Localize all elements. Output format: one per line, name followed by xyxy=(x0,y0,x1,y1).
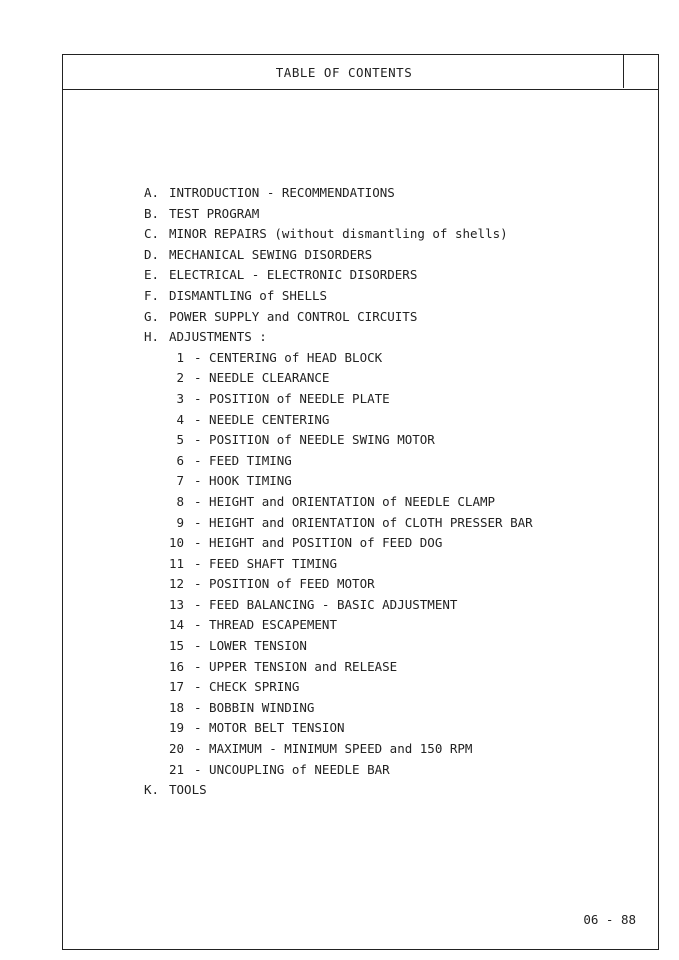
toc-title: TEST PROGRAM xyxy=(169,205,260,221)
toc-subitem-17 xyxy=(144,677,533,698)
toc-subitem-10 xyxy=(144,533,533,554)
toc-title: - NEEDLE CLEARANCE xyxy=(194,370,330,386)
toc-subitem-15 xyxy=(144,636,533,657)
toc-subitem-13 xyxy=(144,595,533,616)
toc-number: 16 xyxy=(169,658,185,674)
toc-title: MECHANICAL SEWING DISORDERS xyxy=(169,246,373,262)
page-number: 06 - 88 xyxy=(583,912,636,927)
toc-number: 11 xyxy=(169,555,185,571)
toc-letter: H. xyxy=(144,329,160,345)
toc-number: 5 xyxy=(176,432,184,448)
toc-title: DISMANTLING of SHELLS xyxy=(169,287,328,303)
toc-subitem-2 xyxy=(144,368,533,389)
toc-subitem-7 xyxy=(144,471,533,492)
toc-subitem-16 xyxy=(144,657,533,678)
toc-title: - POSITION of FEED MOTOR xyxy=(194,576,375,592)
toc-title: - CHECK SPRING xyxy=(194,679,300,695)
toc-item-e xyxy=(144,265,533,286)
toc-title: - UPPER TENSION and RELEASE xyxy=(194,658,398,674)
toc-title: - HOOK TIMING xyxy=(194,473,292,489)
page-frame xyxy=(62,54,659,950)
toc-number: 17 xyxy=(169,679,185,695)
toc-number: 19 xyxy=(169,720,185,736)
page-title: TABLE OF CONTENTS xyxy=(275,65,413,80)
toc-subitem-6 xyxy=(144,451,533,472)
toc-item-b xyxy=(144,204,533,225)
toc-title: - FEED TIMING xyxy=(194,452,292,468)
toc-number: 8 xyxy=(176,493,184,509)
toc-title: INTRODUCTION - RECOMMENDATIONS xyxy=(169,185,395,200)
toc-item-h xyxy=(144,327,533,348)
toc-number: 21 xyxy=(169,761,185,777)
toc-title: - HEIGHT and POSITION of FEED DOG xyxy=(194,535,443,551)
toc-title: ELECTRICAL - ELECTRONIC DISORDERS xyxy=(169,267,418,283)
toc-subitem-4 xyxy=(144,410,533,431)
toc-subitem-9 xyxy=(144,513,533,534)
toc-subitem-8 xyxy=(144,492,533,513)
toc-subitem-14 xyxy=(144,615,533,636)
toc-title: - FEED BALANCING - BASIC ADJUSTMENT xyxy=(194,596,458,612)
toc-item-g xyxy=(144,307,533,328)
toc-item-f xyxy=(144,286,533,307)
toc-title: - LOWER TENSION xyxy=(194,638,307,654)
toc-subitem-11 xyxy=(144,554,533,575)
toc-title: - MOTOR BELT TENSION xyxy=(194,720,345,736)
toc-number: 7 xyxy=(176,473,184,489)
toc-title: - UNCOUPLING of NEEDLE BAR xyxy=(194,761,390,777)
header-row xyxy=(63,55,658,90)
toc-letter: E. xyxy=(144,267,160,283)
toc-subitem-3 xyxy=(144,389,533,410)
toc-number: 12 xyxy=(169,576,185,592)
toc-subitem-20 xyxy=(144,739,533,760)
toc-title: ADJUSTMENTS : xyxy=(169,329,267,345)
toc-subitem-5 xyxy=(144,430,533,451)
toc-number: 3 xyxy=(176,390,184,406)
toc-item-d xyxy=(144,245,533,266)
toc-number: 13 xyxy=(169,596,185,612)
toc-number: 20 xyxy=(169,741,185,757)
toc-item-c xyxy=(144,224,533,245)
toc-number: 6 xyxy=(176,452,184,468)
toc-letter: D. xyxy=(144,246,160,262)
toc-number: 10 xyxy=(169,535,185,551)
toc-number: 14 xyxy=(169,617,185,633)
toc-subitem-1 xyxy=(144,348,533,369)
toc-title: MINOR REPAIRS (without dismantling of shells) xyxy=(169,226,508,242)
toc-number: 1 xyxy=(176,349,184,365)
toc-item-a xyxy=(144,183,533,204)
toc-title: - NEEDLE CENTERING xyxy=(194,411,330,427)
toc-subitem-21 xyxy=(144,760,533,781)
toc-title: - BOBBIN WINDING xyxy=(194,699,315,715)
toc-item-k xyxy=(144,780,533,801)
toc-title: POWER SUPPLY and CONTROL CIRCUITS xyxy=(169,308,418,324)
toc-subitem-19 xyxy=(144,718,533,739)
toc-title: - FEED SHAFT TIMING xyxy=(194,555,337,571)
toc-title: - POSITION of NEEDLE PLATE xyxy=(194,390,390,406)
toc-subitem-12 xyxy=(144,574,533,595)
toc-title: - CENTERING of HEAD BLOCK xyxy=(194,349,383,365)
toc-number: 15 xyxy=(169,638,185,654)
table-of-contents xyxy=(144,183,533,801)
toc-letter: G. xyxy=(144,308,160,324)
toc-title: - HEIGHT and ORIENTATION of CLOTH PRESSER BAR xyxy=(194,514,533,530)
toc-number: 18 xyxy=(169,699,185,715)
toc-letter: F. xyxy=(144,287,160,303)
toc-title: - THREAD ESCAPEMENT xyxy=(194,617,337,633)
toc-letter: B. xyxy=(144,205,160,221)
toc-letter: C. xyxy=(144,226,160,242)
toc-letter: A. xyxy=(144,185,160,200)
header-corner-box xyxy=(623,55,658,88)
toc-number: 4 xyxy=(176,411,184,427)
toc-number: 9 xyxy=(176,514,184,530)
toc-title: - POSITION of NEEDLE SWING MOTOR xyxy=(194,432,435,448)
toc-letter: K. xyxy=(144,782,160,798)
toc-number: 2 xyxy=(176,370,184,386)
toc-subitem-18 xyxy=(144,698,533,719)
toc-title: - MAXIMUM - MINIMUM SPEED and 150 RPM xyxy=(194,741,473,757)
toc-title: - HEIGHT and ORIENTATION of NEEDLE CLAMP xyxy=(194,493,496,509)
toc-title: TOOLS xyxy=(169,782,207,798)
